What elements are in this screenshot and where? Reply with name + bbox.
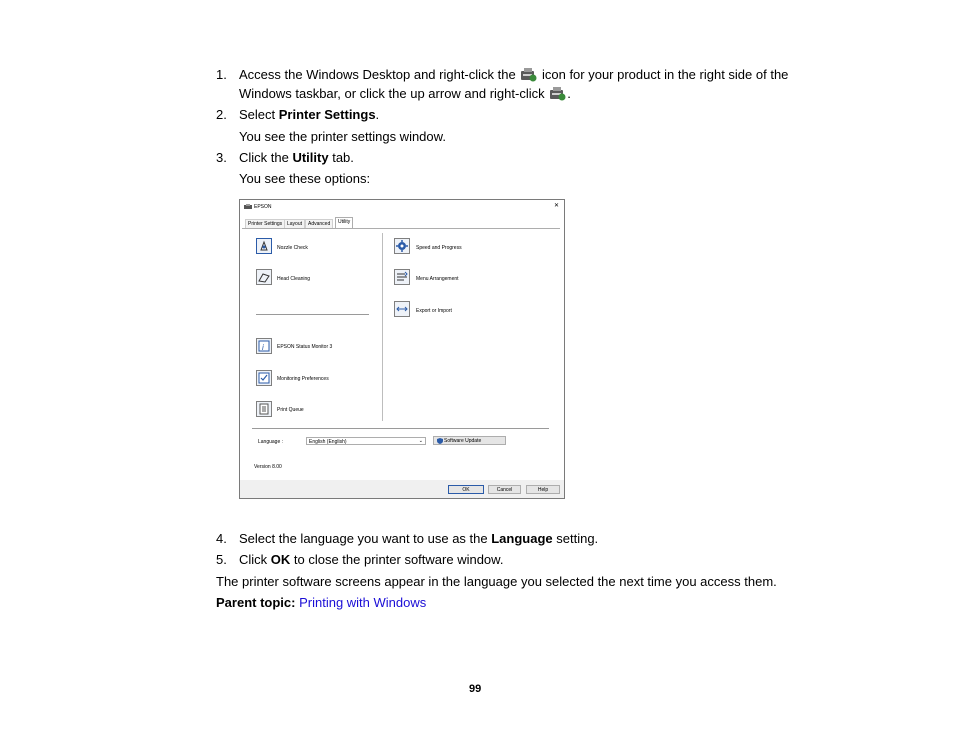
export-import-icon[interactable] <box>394 301 410 317</box>
language-select[interactable] <box>306 437 426 445</box>
step-1-line-2 <box>239 86 571 102</box>
print-queue-icon[interactable] <box>256 401 272 417</box>
window-title: EPSON <box>254 204 272 210</box>
monitoring-preferences-icon[interactable] <box>256 370 272 386</box>
step-number: 2. <box>216 107 227 122</box>
export-import-label[interactable]: Export or Import <box>416 308 452 314</box>
gear-icon[interactable] <box>394 238 410 254</box>
monitoring-preferences-label[interactable]: Monitoring Preferences <box>277 376 329 382</box>
nozzle-check-label[interactable]: Nozzle Check <box>277 245 308 251</box>
step-3-note: You see these options: <box>239 171 371 186</box>
closing-paragraph: The printer software screens appear in the language you selected the next time you access them. <box>216 574 777 589</box>
tab-layout[interactable]: Layout <box>284 219 305 229</box>
section-divider <box>256 314 369 315</box>
step-3-pre: Click the <box>239 150 293 165</box>
step-1-text-d: . <box>567 86 571 101</box>
language-select-value: English (English) <box>309 439 347 445</box>
step-2-post: . <box>375 107 380 122</box>
step-2 <box>239 107 379 123</box>
head-cleaning-label[interactable]: Head Cleaning <box>277 276 311 282</box>
step-4-pre: Select the language you want to use as the <box>239 531 492 546</box>
parent-topic-label: Parent topic: <box>216 595 296 610</box>
nozzle-check-icon[interactable] <box>256 238 272 254</box>
step-number: 4. <box>216 531 227 546</box>
printer-tray-icon <box>520 67 537 82</box>
tab-advanced[interactable]: Advanced <box>305 219 333 229</box>
step-1-line-1 <box>239 67 788 83</box>
speed-progress-label[interactable]: Speed and Progress <box>416 245 462 251</box>
printer-icon <box>244 204 252 209</box>
cancel-button[interactable]: Cancel <box>488 485 521 494</box>
step-1-text-a: Access the Windows Desktop and right-click the <box>239 67 516 82</box>
step-4 <box>239 531 598 547</box>
parent-topic <box>216 595 426 611</box>
status-monitor-label[interactable]: EPSON Status Monitor 3 <box>277 344 333 350</box>
step-3 <box>239 150 354 166</box>
step-1-text-b: icon for your product in the right side of the <box>541 67 789 82</box>
step-2-note: You see the printer settings window. <box>239 129 446 144</box>
menu-arrangement-label[interactable]: Menu Arrangement <box>416 276 459 282</box>
shield-icon <box>437 438 443 444</box>
tab-printer-settings[interactable]: Printer Settings <box>245 219 285 229</box>
step-5-bold: OK <box>270 552 291 567</box>
step-number: 5. <box>216 552 227 567</box>
step-2-bold: Printer Settings <box>278 107 376 122</box>
language-label: Language : <box>258 439 284 445</box>
step-3-bold: Utility <box>292 150 329 165</box>
chevron-down-icon: ⌄ <box>418 438 423 444</box>
print-queue-label[interactable]: Print Queue <box>277 407 304 413</box>
head-cleaning-icon[interactable] <box>256 269 272 285</box>
software-update-button[interactable] <box>433 436 506 445</box>
step-5-post: to close the printer software window. <box>290 552 504 567</box>
step-5-pre: Click <box>239 552 271 567</box>
step-3-post: tab. <box>328 150 354 165</box>
step-number: 1. <box>216 67 227 82</box>
page-number: 99 <box>469 683 482 695</box>
menu-arrangement-icon[interactable] <box>394 269 410 285</box>
column-separator <box>382 233 383 421</box>
tab-divider <box>242 228 560 229</box>
close-icon[interactable]: ✕ <box>554 203 560 209</box>
svg-text:i: i <box>262 343 264 352</box>
printer-tray-icon <box>549 86 566 101</box>
help-button[interactable]: Help <box>526 485 560 494</box>
step-5 <box>239 552 503 568</box>
parent-topic-link[interactable]: Printing with Windows <box>299 595 427 610</box>
step-2-pre: Select <box>239 107 279 122</box>
printer-settings-screenshot <box>239 199 565 499</box>
step-4-bold: Language <box>491 531 553 546</box>
step-1-text-c: Windows taskbar, or click the up arrow and right-click <box>239 86 545 101</box>
ok-button[interactable]: OK <box>448 485 484 494</box>
tab-utility[interactable]: Utility <box>335 217 353 229</box>
version-text: Version 8.00 <box>254 464 282 470</box>
step-4-post: setting. <box>552 531 599 546</box>
status-monitor-icon[interactable] <box>256 338 272 354</box>
step-number: 3. <box>216 150 227 165</box>
software-update-label: Software Update <box>444 438 482 444</box>
bottom-divider <box>252 428 549 429</box>
